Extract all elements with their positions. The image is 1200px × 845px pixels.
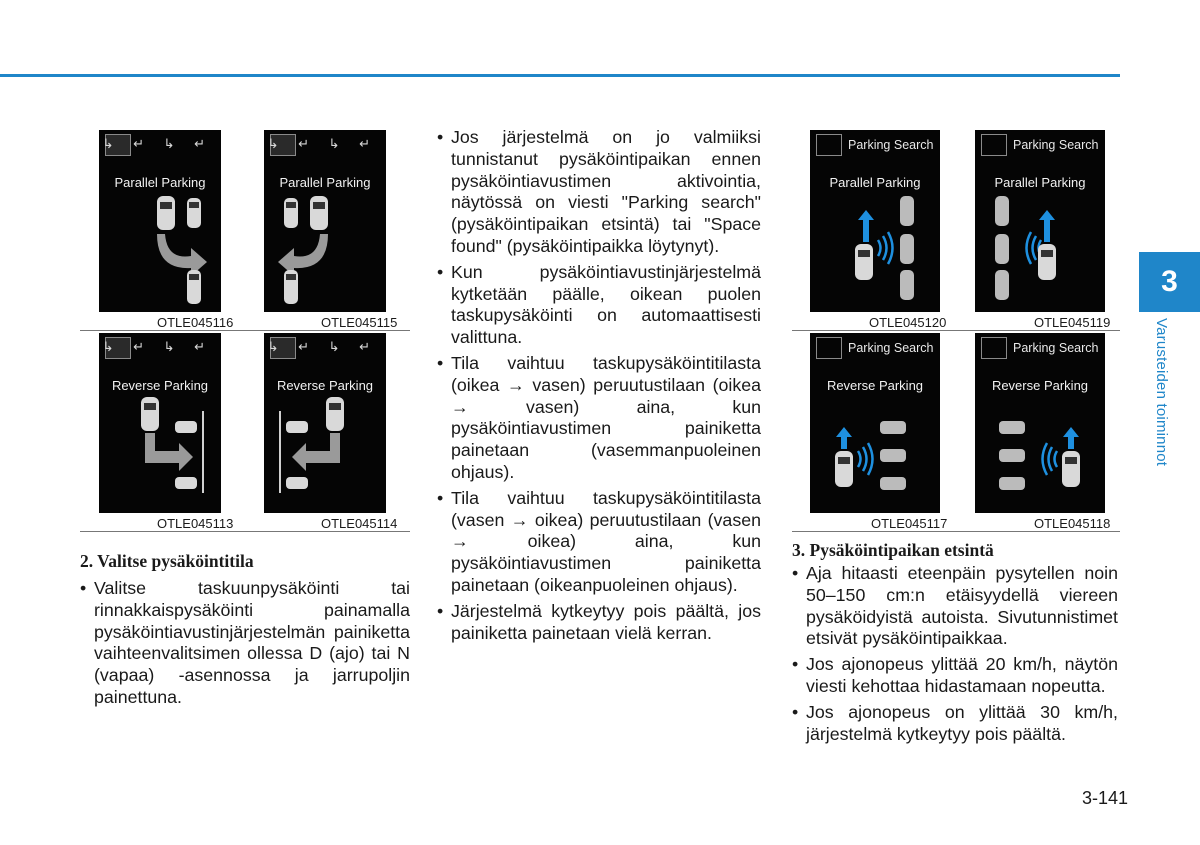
car-icon: [286, 421, 308, 433]
car-icon: [999, 449, 1025, 462]
sensor-waves-icon: [858, 443, 873, 475]
car-icon: [999, 421, 1025, 434]
car-icon: [995, 234, 1009, 264]
sensor-waves-icon: [878, 232, 893, 264]
car-icon: [880, 477, 906, 490]
section2-heading: 2. Valitse pysäköintitila: [80, 551, 254, 571]
car-icon: [310, 196, 328, 230]
car-icon: [995, 196, 1009, 226]
car-icon: [900, 196, 914, 226]
mode-title: Parallel Parking: [279, 175, 371, 190]
figure-search-parallel-right: [975, 130, 1105, 312]
figure-separator: [792, 531, 1120, 532]
parking-illustration: [975, 333, 1105, 513]
sensor-waves-icon: [1043, 443, 1058, 475]
car-icon: [999, 477, 1025, 490]
car-icon: [187, 198, 201, 228]
parking-search-text: Parking Search: [848, 138, 934, 152]
figure-search-reverse-left: [810, 333, 940, 513]
car-icon: [1038, 244, 1056, 280]
section3-list: [792, 563, 1118, 749]
mode-title: Parallel Parking: [994, 175, 1086, 190]
figure-reverse-left: [99, 333, 221, 513]
reverse-arrow-icon: [292, 433, 340, 471]
figure-parallel-right: [264, 130, 386, 312]
car-icon: [284, 198, 298, 228]
car-icon: [880, 421, 906, 434]
figure-code: OTLE045118: [1034, 516, 1111, 531]
parking-illustration: [99, 333, 221, 513]
reverse-arrow-icon: [145, 433, 193, 471]
figure-code: OTLE045116: [157, 315, 234, 330]
parking-illustration: [264, 333, 386, 513]
chapter-title: Varusteiden toiminnot: [1153, 318, 1170, 467]
car-icon: [835, 451, 853, 487]
figure-search-reverse-right: [975, 333, 1105, 513]
car-icon: [286, 477, 308, 489]
figure-search-parallel-left: [810, 130, 940, 312]
parking-search-text: Parking Search: [848, 341, 934, 355]
car-icon: [157, 196, 175, 230]
chapter-label: [1150, 318, 1174, 488]
parking-illustration: [810, 130, 940, 312]
figure-separator: [80, 330, 410, 331]
figure-code: OTLE045114: [321, 516, 398, 531]
car-icon: [880, 449, 906, 462]
figure-code: OTLE045113: [157, 516, 234, 531]
car-icon: [900, 234, 914, 264]
car-icon: [900, 270, 914, 300]
page-number: 3-141: [1082, 788, 1129, 808]
chapter-tab: [1139, 252, 1200, 312]
mode-arrows-icon: ↳ ↵ ↳ ↵: [102, 339, 213, 354]
figure-separator: [80, 531, 410, 532]
car-icon: [1062, 451, 1080, 487]
forward-arrow-icon: [1063, 427, 1079, 449]
figure-code: OTLE045117: [871, 516, 948, 531]
figure-separator: [792, 330, 1120, 331]
parking-illustration: [810, 333, 940, 513]
middle-list: [437, 127, 761, 648]
section3-heading: 3. Pysäköintipaikan etsintä: [792, 540, 994, 560]
parking-search-text: Parking Search: [1013, 341, 1099, 355]
parking-illustration: [975, 130, 1105, 312]
list-item: • Tila vaihtuu taskupysäköintitilasta (vasen → oikea) peruutustilaan (vasen → oikea) aina, kun pysäköintiavustimen painiketta painetaan (oikeanpuoleinen ohjaus).: [437, 488, 761, 597]
figure-code: OTLE045120: [869, 315, 947, 330]
mode-title: Reverse Parking: [276, 378, 374, 393]
car-icon: [284, 270, 298, 304]
mode-arrows-icon: ↳ ↵ ↳ ↵: [267, 339, 378, 354]
forward-arrow-icon: [836, 427, 852, 449]
list-item: • Järjestelmä kytkeytyy pois päältä, jos painiketta painetaan vielä kerran.: [437, 601, 761, 645]
list-item: • Valitse taskuunpysäköinti tai rinnakkaispysäköinti painamalla pysäköintiavustinjärjestelmän painiketta vaihteenvalitsimen ollessa D (ajo) tai N (vapaa) -asennossa ja jarrupoljin painettuna.: [80, 578, 410, 709]
mode-title: Reverse Parking: [826, 378, 924, 393]
curve-arrow-icon: [157, 234, 207, 276]
section2-list: [80, 578, 410, 713]
car-icon: [855, 244, 873, 280]
car-icon: [995, 270, 1009, 300]
car-icon: [175, 421, 197, 433]
mode-arrows-icon: ↳ ↵ ↳ ↵: [267, 136, 378, 151]
parking-illustration: [264, 130, 386, 312]
chapter-number: 3: [1161, 265, 1178, 298]
top-rule: [0, 74, 1120, 77]
forward-arrow-icon: [858, 210, 874, 242]
parking-illustration: [99, 130, 221, 312]
figure-code: OTLE045115: [321, 315, 398, 330]
list-item: • Jos ajonopeus ylittää 20 km/h, näytön viesti kehottaa hidastamaan nopeutta.: [792, 654, 1118, 698]
mode-title: Parallel Parking: [114, 175, 206, 190]
figure-code: OTLE045119: [1034, 315, 1111, 330]
list-item: • Kun pysäköintiavustinjärjestelmä kytketään päälle, oikean puolen taskupysäköinti on automaattisesti valittuna.: [437, 262, 761, 349]
car-icon: [326, 397, 344, 431]
curve-arrow-icon: [278, 234, 328, 276]
car-icon: [187, 270, 201, 304]
car-icon: [175, 477, 197, 489]
list-item: • Jos ajonopeus on ylittää 30 km/h, järjestelmä kytkeytyy pois päältä.: [792, 702, 1118, 746]
mode-title: Reverse Parking: [991, 378, 1089, 393]
mode-arrows-icon: ↳ ↵ ↳ ↵: [102, 136, 213, 151]
mode-title: Reverse Parking: [111, 378, 209, 393]
forward-arrow-icon: [1039, 210, 1055, 242]
list-item: • Jos järjestelmä on jo valmiiksi tunnistanut pysäköintipaikan ennen pysäköintiavustimen aktivointia, näytössä on viesti "Parking search" (pysäköintipaikan etsintä) tai "Space found" (pysäköintipaikka löytynyt).: [437, 127, 761, 258]
figure-reverse-right: [264, 333, 386, 513]
figure-parallel-left: [99, 130, 221, 312]
mode-title: Parallel Parking: [829, 175, 921, 190]
list-item: • Tila vaihtuu taskupysäköintitilasta (oikea → vasen) peruutustilaan (oikea → vasen) aina, kun pysäköintiavustimen painiketta painetaan (vasemmanpuoleinen ohjaus).: [437, 353, 761, 484]
list-item: • Aja hitaasti eteenpäin pysytellen noin 50–150 cm:n etäisyydellä viereen pysäköidyistä autoista. Sivutunnistimet etsivät pysäköintipaikkaa.: [792, 563, 1118, 650]
car-icon: [141, 397, 159, 431]
parking-search-text: Parking Search: [1013, 138, 1099, 152]
